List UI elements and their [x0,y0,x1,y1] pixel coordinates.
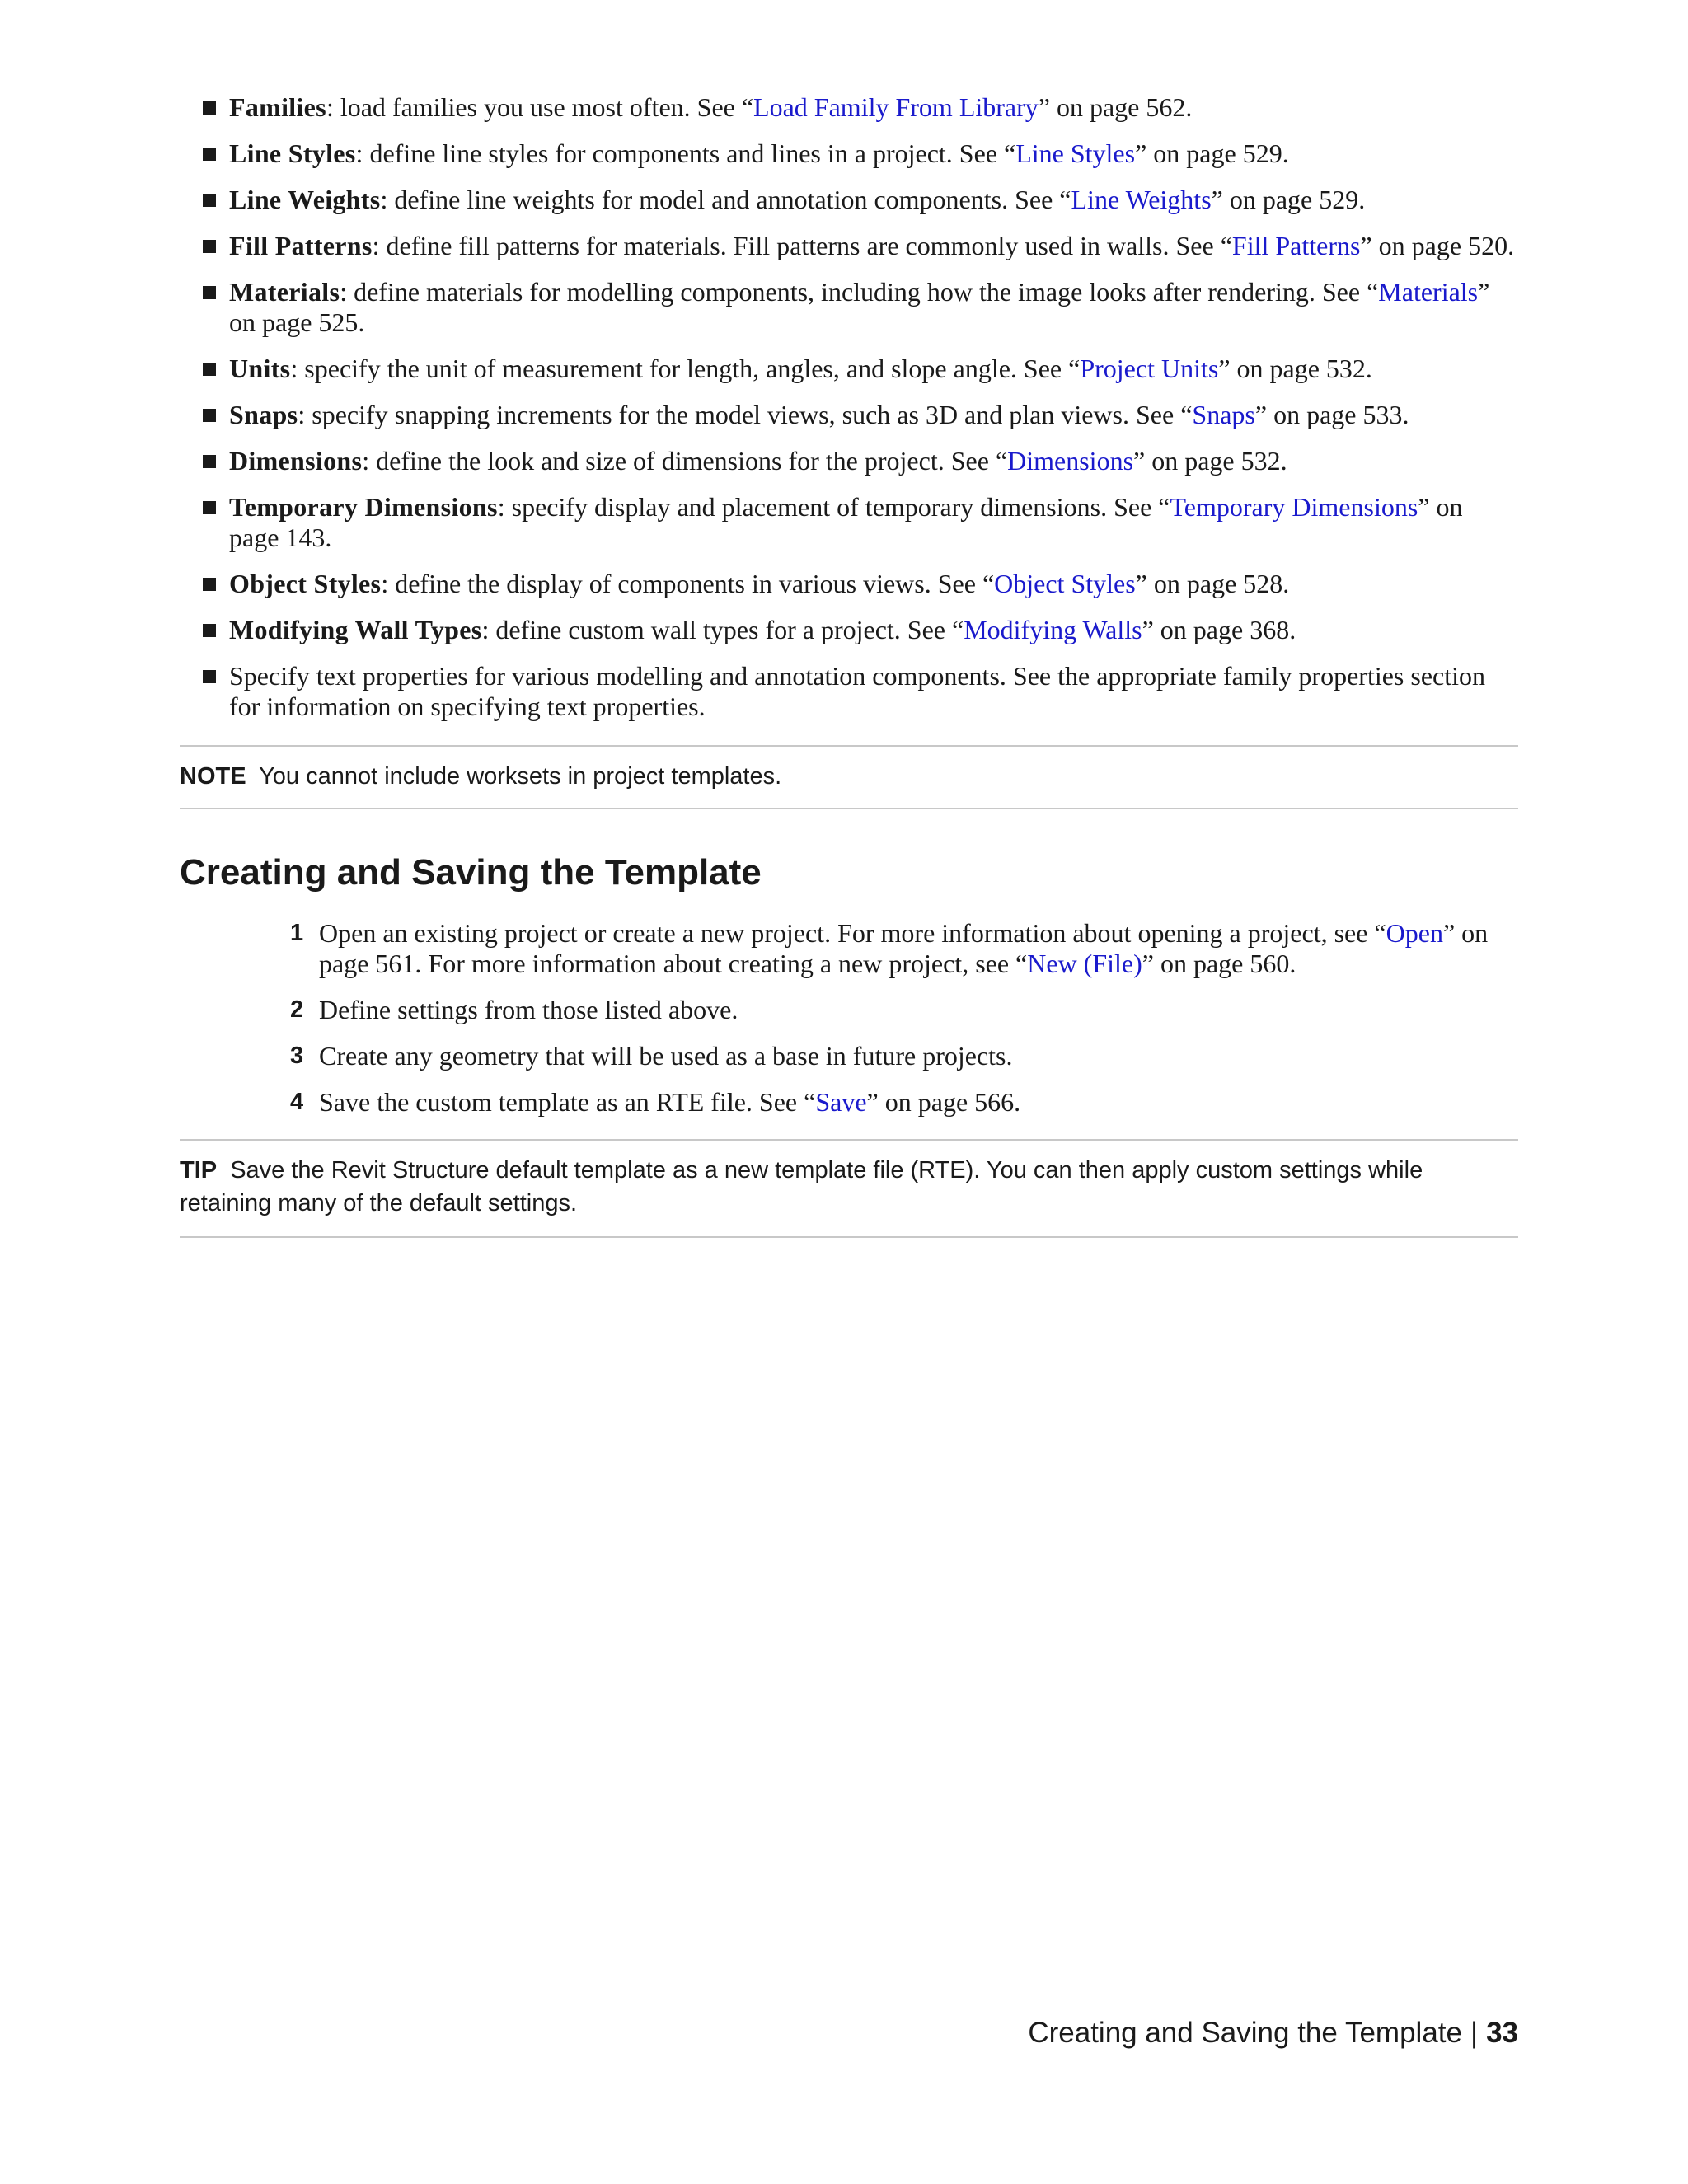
list-item [180,569,1518,599]
cross-reference-link[interactable]: Snaps [1192,400,1255,429]
list-item-text: : define line weights for model and annotation components. See “ [380,185,1071,214]
note-text: You cannot include worksets in project templates. [259,763,782,790]
step-page-ref: ” on page 560. [1142,949,1296,978]
procedure-steps [180,918,1518,1118]
list-item-term: Line Styles [229,138,356,168]
cross-reference-link[interactable]: Object Styles [994,569,1136,598]
square-bullet-icon [203,624,216,637]
square-bullet-icon [203,670,216,683]
list-item-text: Specify text properties for various modelling and annotation components. See the appropriate family properties section for information on specifying text properties. [229,661,1486,721]
list-item [180,400,1518,430]
square-bullet-icon [203,578,216,591]
note-label: NOTE [180,763,246,790]
step-text: Define settings from those listed above. [319,995,738,1024]
document-page [180,92,1518,1238]
step-text: Open an existing project or create a new project. For more information about opening a project, see “ [319,918,1386,948]
list-item [180,277,1518,338]
list-item [180,185,1518,215]
cross-reference-link[interactable]: Dimensions [1007,446,1134,476]
list-item-page-ref: ” on page 529. [1135,138,1289,168]
list-item-term: Materials [229,277,340,307]
list-item-term: Fill Patterns [229,231,373,260]
step-number: 3 [290,1043,304,1069]
footer-separator: | [1470,2017,1479,2049]
square-bullet-icon [203,363,216,376]
step-item [290,1087,1518,1118]
square-bullet-icon [203,455,216,468]
list-item [180,138,1518,169]
square-bullet-icon [203,148,216,161]
list-item-text: : define materials for modelling components, including how the image looks after rendering. See “ [340,277,1379,307]
cross-reference-link[interactable]: Temporary Dimensions [1170,492,1418,522]
new-file-link[interactable]: New (File) [1027,949,1142,978]
list-item [180,231,1518,261]
step-text-middle: ” on page 561. For more information about creating a new project, see “ [319,918,1489,978]
list-item-page-ref: ” on page 520. [1360,231,1515,260]
cross-reference-link[interactable]: Line Weights [1071,185,1212,214]
list-item-page-ref: ” on page 532. [1133,446,1287,476]
cross-reference-link[interactable]: Project Units [1080,354,1219,383]
list-item-term: Units [229,354,291,383]
open-link[interactable]: Open [1386,918,1443,948]
list-item-term: Line Weights [229,185,381,214]
cross-reference-link[interactable]: Modifying Walls [964,615,1142,644]
list-item-term: Families [229,92,326,122]
cross-reference-link[interactable]: Materials [1378,277,1479,307]
list-item [180,492,1518,553]
step-number: 1 [290,920,304,946]
list-item-text: : specify display and placement of temporary dimensions. See “ [497,492,1170,522]
list-item-term: Temporary Dimensions [229,492,498,522]
step-number: 4 [290,1089,304,1115]
tip-callout [180,1139,1518,1238]
list-item-page-ref: ” on page 143. [229,492,1463,552]
save-link[interactable]: Save [815,1087,867,1117]
square-bullet-icon [203,501,216,514]
list-item [180,446,1518,476]
step-number: 2 [290,996,304,1023]
list-item-page-ref: ” on page 562. [1038,92,1193,122]
tip-text: Save the Revit Structure default template as a new template file (RTE). You can then apply custom settings while retaining many of the default settings. [180,1157,1423,1216]
step-item [290,995,1518,1025]
list-item [180,661,1518,722]
square-bullet-icon [203,286,216,299]
list-item-text: : define the look and size of dimensions for the project. See “ [362,446,1008,476]
square-bullet-icon [203,194,216,207]
list-item-text: : define line styles for components and lines in a project. See “ [355,138,1016,168]
list-item [180,615,1518,645]
square-bullet-icon [203,409,216,422]
list-item [180,92,1518,123]
page-footer [1028,2017,1518,2050]
list-item-text: : define custom wall types for a project. See “ [481,615,964,644]
step-text: Save the custom template as an RTE file. See “ [319,1087,816,1117]
list-item-term: Snaps [229,400,298,429]
list-item-page-ref: ” on page 368. [1142,615,1296,644]
step-text: Create any geometry that will be used as a base in future projects. [319,1041,1013,1071]
step-page-ref: ” on page 566. [866,1087,1021,1117]
square-bullet-icon [203,101,216,115]
list-item-page-ref: ” on page 529. [1211,185,1366,214]
step-item [290,1041,1518,1071]
list-item-page-ref: ” on page 525. [229,277,1490,337]
list-item-page-ref: ” on page 532. [1218,354,1372,383]
footer-title: Creating and Saving the Template [1028,2017,1462,2049]
cross-reference-link[interactable]: Line Styles [1015,138,1136,168]
cross-reference-link[interactable]: Fill Patterns [1231,231,1361,260]
list-item-text: : define fill patterns for materials. Fill patterns are commonly used in walls. See “ [372,231,1232,260]
square-bullet-icon [203,240,216,253]
list-item-term: Modifying Wall Types [229,615,482,644]
tip-label: TIP [180,1157,218,1183]
list-item-text: : load families you use most often. See “ [326,92,754,122]
note-callout [180,745,1518,809]
page-number: 33 [1486,2017,1518,2049]
list-item-text: : define the display of components in various views. See “ [381,569,995,598]
step-item [290,918,1518,979]
list-item-text: : specify snapping increments for the model views, such as 3D and plan views. See “ [298,400,1193,429]
list-item-text: : specify the unit of measurement for length, angles, and slope angle. See “ [290,354,1081,383]
cross-reference-link[interactable]: Load Family From Library [753,92,1039,122]
list-item-page-ref: ” on page 528. [1135,569,1290,598]
list-item [180,354,1518,384]
template-settings-list [180,92,1518,722]
list-item-page-ref: ” on page 533. [1254,400,1409,429]
list-item-term: Object Styles [229,569,382,598]
section-heading: Creating and Saving the Template [180,852,762,893]
list-item-term: Dimensions [229,446,363,476]
